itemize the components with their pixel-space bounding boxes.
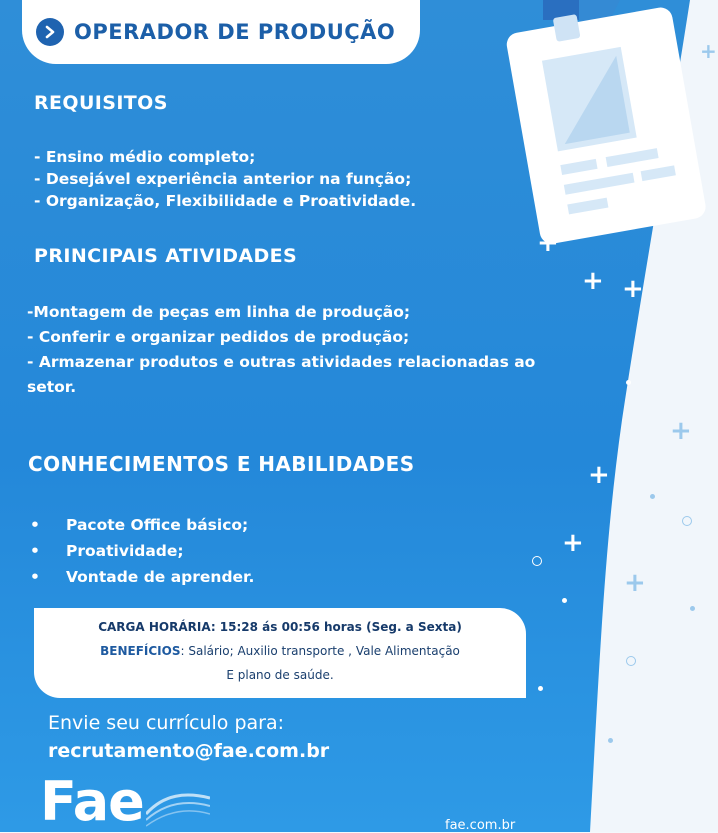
list-item: -Montagem de peças em linha de produção; [27, 303, 411, 321]
dot-decoration [546, 218, 551, 223]
plus-sparkle-icon: + [622, 274, 644, 304]
requisitos-list [34, 146, 416, 212]
list-item: - Conferir e organizar pedidos de produção; [27, 328, 410, 346]
plus-sparkle-icon: + [582, 266, 604, 296]
dot-decoration [608, 738, 613, 743]
email-link[interactable]: recrutamento@fae.com.br [48, 740, 330, 762]
dot-decoration [538, 686, 543, 691]
list-item: setor. [27, 378, 77, 396]
plus-sparkle-icon: + [588, 460, 610, 490]
dot-decoration [690, 606, 695, 611]
dot-decoration [650, 494, 655, 499]
job-title-banner [22, 0, 420, 64]
plus-sparkle-icon: + [700, 39, 717, 63]
list-item: • Pacote Office básico; [30, 512, 254, 538]
list-item: • Proatividade; [30, 538, 254, 564]
list-item: - Organização, Flexibilidade e Proatividade. [34, 192, 417, 210]
atividades-heading: PRINCIPAIS ATIVIDADES [34, 245, 298, 267]
list-item: - Ensino médio completo; [34, 148, 256, 166]
cta-text: Envie seu currículo para: [48, 712, 285, 734]
conhecimentos-heading: CONHECIMENTOS E HABILIDADES [28, 452, 415, 476]
id-badge-illustration [505, 0, 715, 250]
list-item: • Vontade de aprender. [30, 564, 254, 590]
plus-sparkle-icon: + [537, 228, 559, 258]
beneficios-continued: E plano de saúde. [226, 668, 334, 682]
conhecimentos-list [30, 512, 254, 590]
atividades-list [27, 300, 639, 400]
plus-sparkle-icon: + [562, 528, 584, 558]
bullet-icon: • [30, 542, 40, 560]
chevron-right-icon [36, 18, 64, 46]
ring-decoration [626, 656, 636, 666]
ring-decoration [532, 556, 542, 566]
logo-wave-icon [146, 784, 210, 828]
plus-sparkle-icon: + [670, 416, 692, 446]
plus-sparkle-icon: + [624, 568, 646, 598]
website-url[interactable]: fae.com.br [445, 818, 516, 833]
carga-horaria: CARGA HORÁRIA: 15:28 ás 00:56 horas (Seg. a Sexta) [98, 620, 462, 634]
list-item: - Desejável experiência anterior na função; [34, 170, 412, 188]
bullet-icon: • [30, 516, 40, 534]
bullet-icon: • [30, 568, 40, 586]
requisitos-heading: REQUISITOS [34, 92, 168, 114]
list-item: - Armazenar produtos e outras atividades relacionadas ao [27, 353, 536, 371]
ring-decoration [682, 516, 692, 526]
fae-logo: Fae [40, 770, 144, 833]
job-title: OPERADOR DE PRODUÇÃO [74, 20, 396, 44]
dot-decoration [562, 598, 567, 603]
beneficios: BENEFÍCIOS: Salário; Auxilio transporte , Vale Alimentação [100, 644, 460, 658]
work-info-box [34, 608, 526, 698]
